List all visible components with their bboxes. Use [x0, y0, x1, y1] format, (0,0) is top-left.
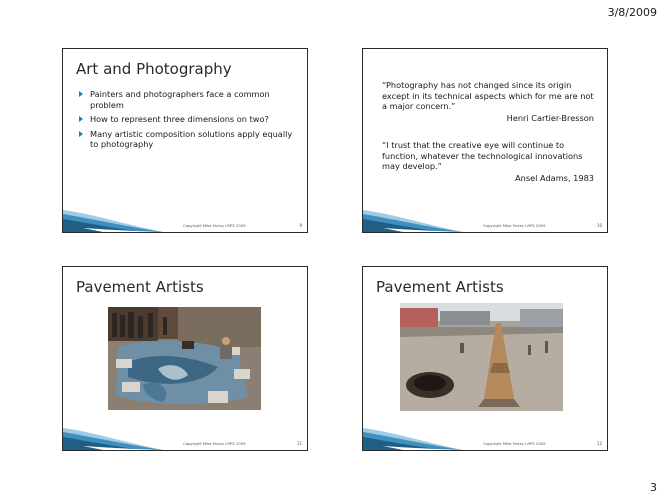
- slide-copyright: Copyright Mike Farley LRPS 2009: [483, 441, 546, 446]
- pavement-art-photo: [108, 307, 261, 410]
- page-number: 3: [650, 481, 657, 494]
- eiffel-tower-pavement-art-photo: [400, 303, 563, 411]
- wave-decoration: [363, 422, 463, 450]
- bullet-item: Painters and photographers face a common problem: [79, 89, 297, 110]
- slide-number: 10: [596, 223, 602, 228]
- triangle-bullet-icon: [79, 91, 83, 97]
- quote-text: “I trust that the creative eye will continue to function, whatever the technological innovations may develop.”: [382, 140, 583, 171]
- slide-title: Pavement Artists: [76, 278, 204, 296]
- wave-decoration: [63, 422, 163, 450]
- slide-copyright: Copyright Mike Farley LRPS 2009: [483, 223, 546, 228]
- slide-title: Art and Photography: [76, 60, 232, 78]
- quote-block: [382, 140, 594, 183]
- bullet-item: How to represent three dimensions on two?: [79, 114, 297, 125]
- slide-thumbnail[interactable]: [362, 48, 608, 233]
- slide-number: 12: [596, 441, 602, 446]
- triangle-bullet-icon: [79, 116, 83, 122]
- bullet-list: [79, 89, 297, 154]
- slide-number: 11: [296, 441, 302, 446]
- wave-decoration: [63, 204, 163, 232]
- quote-author: Henri Cartier-Bresson: [506, 112, 594, 123]
- slide-thumbnail[interactable]: [62, 266, 308, 451]
- triangle-bullet-icon: [79, 131, 83, 137]
- slide-thumbnail[interactable]: [362, 266, 608, 451]
- quote-text: “Photography has not changed since its origin except in its technical aspects which for me are not a major concern.”: [382, 80, 594, 111]
- quote-author: Ansel Adams, 1983: [515, 172, 594, 183]
- slide-thumbnail[interactable]: [62, 48, 308, 233]
- wave-decoration: [363, 204, 463, 232]
- page-date: 3/8/2009: [607, 6, 657, 19]
- bullet-item: Many artistic composition solutions apply equally to photography: [79, 129, 297, 150]
- slide-number: 9: [299, 223, 302, 228]
- quote-block: [382, 80, 594, 123]
- slide-title: Pavement Artists: [376, 278, 504, 296]
- slide-copyright: Copyright Mike Farley LRPS 2009: [183, 223, 246, 228]
- slide-copyright: Copyright Mike Farley LRPS 2009: [183, 441, 246, 446]
